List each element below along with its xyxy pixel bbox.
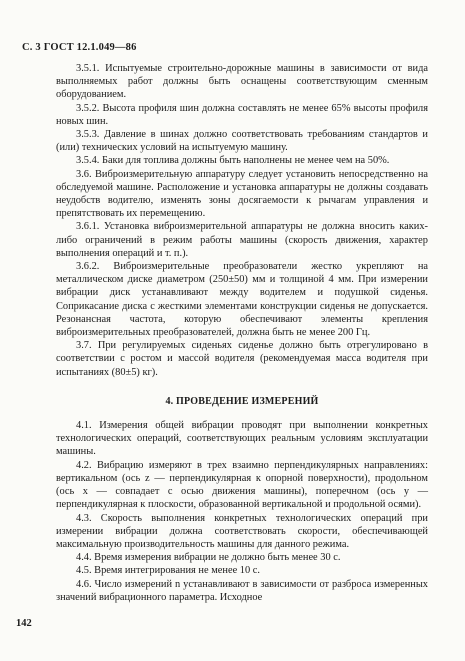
paragraph-4-1: 4.1. Измерения общей вибрации проводят при выполнении конкретных технологических операций, соответствующих реальным условиям эксплуатации машины. [56,420,428,458]
page-header: С. 3 ГОСТ 12.1.049—86 [22,42,137,53]
paragraph-3-5-2: 3.5.2. Высота профиля шин должна составлять не менее 65% высоты профиля новых шин. [56,102,428,127]
paragraph-4-2: 4.2. Вибрацию измеряют в трех взаимно перпендикулярных направлениях: вертикальном (ось z — перпендикулярная к опорной поверхности), продольном (ось x — совпадает с осью движения машины), поперечном (ось y — перпендикулярная к плоскости, образованной вертикальной и продольной осями). [56,459,428,511]
body-text [56,62,428,604]
paragraph-3-5-3: 3.5.3. Давление в шинах должно соответствовать требованиям стандартов и (или) технических условий на испытуемую машину. [56,129,428,154]
paragraph-3-6-2: 3.6.2. Виброизмерительные преобразователи жестко укрепляют на металлическом диске диаметром (250±50) мм и толщиной 4 мм. При измерении вибрации диск устанавливают между водителем и подушкой сиденья. Соприкасание диска с жесткими элементами конструкции сиденья не допускается. Резонансная частота, которую обеспечивают элементы крепления виброизмерительных преобразователей, должна быть не менее 200 Гц. [56,261,428,339]
page-number: 142 [16,618,32,629]
paragraph-3-5-4: 3.5.4. Баки для топлива должны быть наполнены не менее чем на 50%. [76,155,390,167]
paragraph-3-6-1: 3.6.1. Установка виброизмерительной аппаратуры не должна вносить каких-либо ограничений в режим работы машины (скорость движения, характер выполнения операций и т. п.). [56,221,428,259]
paragraph-3-6: 3.6. Виброизмерительную аппаратуру следует установить непосредственно на обследуемой машине. Расположение и установка аппаратуры не должны создавать неудобств водителю, изменять зоны досягаемости к рычагам управления и препятствовать их перемещению. [56,168,428,220]
section-heading: 4. ПРОВЕДЕНИЕ ИЗМЕРЕНИЙ [165,395,319,407]
paragraph-4-5: 4.5. Время интегрирования не менее 10 с. [76,565,260,577]
paragraph-4-3: 4.3. Скорость выполнения конкретных технологических операций при измерении вибрации должна соответствовать скорости, обеспечивающей максимальную производительность машины для данного режима. [56,512,428,550]
paragraph-4-6: 4.6. Число измерений n устанавливают в зависимости от разброса измеренных значений вибрационного параметра. Исходное [56,578,428,603]
paragraph-3-7: 3.7. При регулируемых сиденьях сиденье должно быть отрегулировано в соответствии с ростом и массой водителя (рекомендуемая масса водителя при испытаниях (80±5) кг). [56,340,428,378]
paragraph-4-4: 4.4. Время измерения вибрации не должно быть менее 30 с. [76,552,341,564]
paragraph-3-5-1: 3.5.1. Испытуемые строительно-дорожные машины в зависимости от вида выполняемых работ должны быть оснащены соответствующим сменным оборудованием. [56,63,428,101]
